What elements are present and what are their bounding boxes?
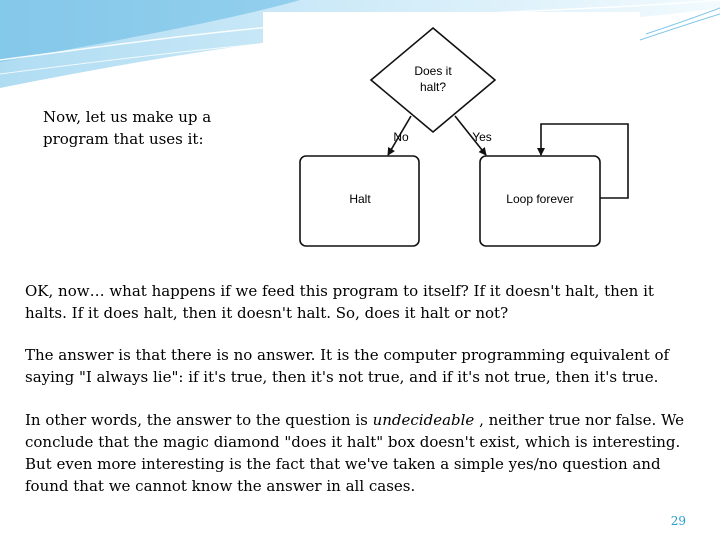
flowchart-panel: [263, 12, 640, 250]
conclusion-text-start: In other words, the answer to the question is: [25, 411, 373, 429]
undecideable-emphasis: undecideable: [372, 411, 475, 429]
yes-label: Yes: [472, 130, 492, 144]
loop-forever-label: Loop forever: [506, 192, 574, 206]
halt-box-label: Halt: [349, 192, 371, 206]
intro-text: Now, let us make up a program that uses it:: [43, 108, 212, 148]
no-label: No: [393, 130, 409, 144]
decision-label-line2: halt?: [419, 80, 447, 94]
conclusion-text-end: , neither true nor false. We conclude that the magic diamond "does it halt" box doesn't exist, which is interesting. But even more interesting is the fact that we've taken a simple yes/no question and found that we cannot know the answer in all cases.: [25, 411, 685, 495]
paragraph-no-answer: The answer is that there is no answer. It is the computer programming equivalent of saying "I always lie": if it's true, then it's not true, and if it's not true, then it's true.: [25, 346, 670, 386]
paragraph-self-application: OK, now… what happens if we feed this program to itself? If it doesn't halt, then it halts. If it does halt, then it doesn't halt. So, does it halt or not?: [25, 282, 654, 322]
slide-number: 29: [670, 514, 686, 528]
decision-label-line1: Does it: [414, 64, 452, 78]
paragraph-conclusion: [25, 409, 695, 497]
flowchart-diagram: [263, 12, 640, 250]
